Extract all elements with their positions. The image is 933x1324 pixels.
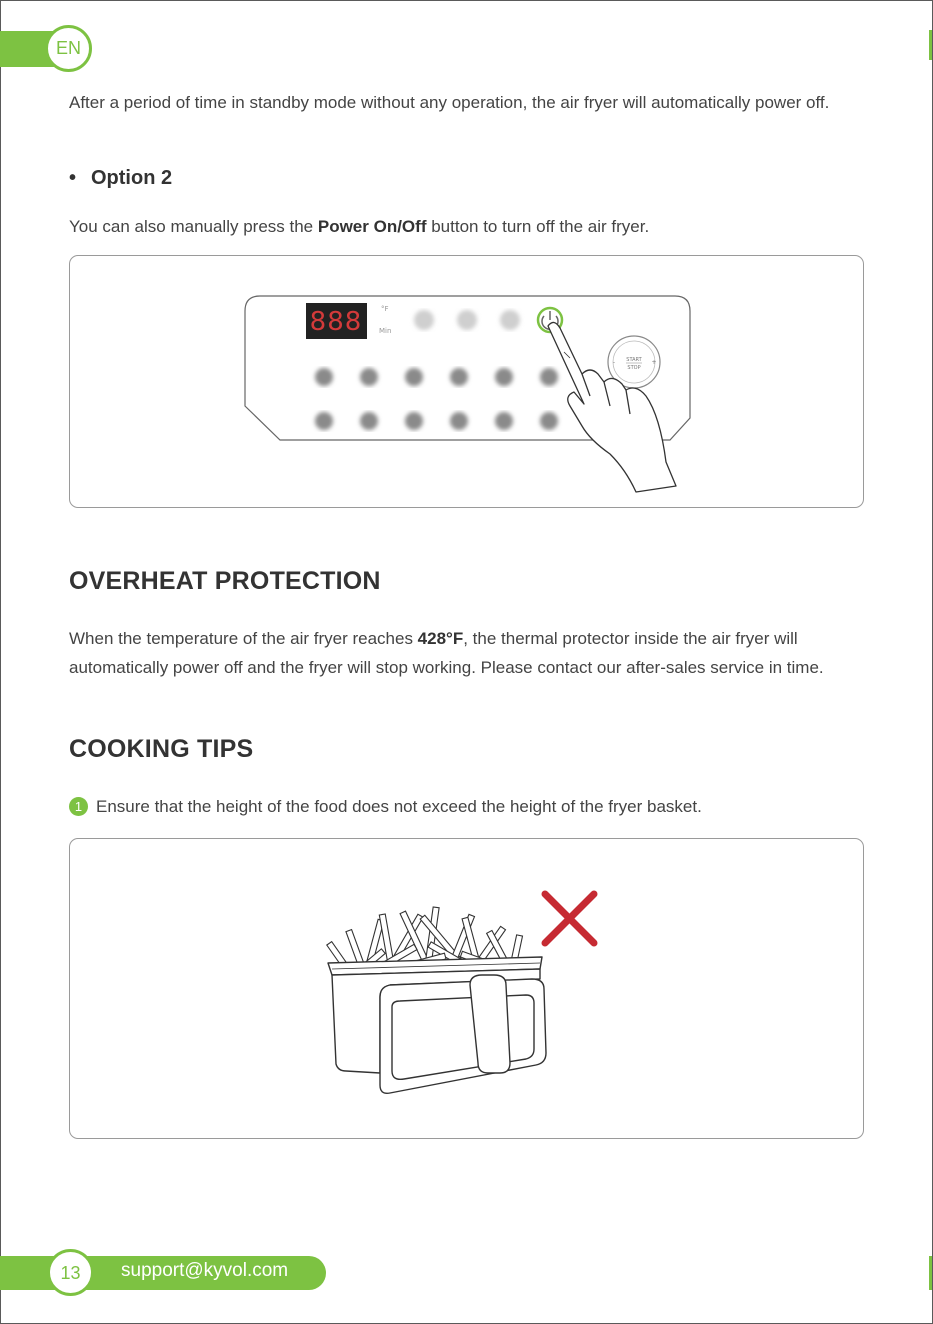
option-2-paragraph: You can also manually press the Power On/Off button to turn off the air fryer. — [69, 217, 650, 236]
power-button-term: Power On/Off — [317, 217, 427, 236]
svg-text:START: START — [626, 357, 642, 363]
overheat-paragraph: When the temperature of the air fryer reaches 428°F, the thermal protector inside the air fryer will automatically power off and the fryer will stop working. Please contact our after-sales service in time. — [69, 629, 824, 677]
edge-mark-bottom — [929, 1256, 932, 1290]
edge-mark-top — [929, 30, 932, 60]
overfilled-basket-illustration — [70, 839, 863, 1138]
temperature-value: 428°F — [417, 629, 464, 648]
page-number: 13 — [47, 1249, 94, 1296]
standby-paragraph: After a period of time in standby mode without any operation, the air fryer will automatically power off. — [69, 93, 830, 112]
not-allowed-cross-icon — [545, 894, 594, 943]
svg-text:+: + — [651, 359, 657, 366]
display-digits: 888 — [309, 307, 363, 337]
control-panel-illustration — [70, 256, 863, 507]
language-badge: EN — [45, 25, 92, 72]
option-2-title: Option 2 — [91, 167, 173, 189]
tip-number-badge: 1 — [69, 797, 88, 816]
fryer-basket-icon — [328, 957, 546, 1093]
svg-text:-: - — [612, 359, 616, 366]
option-2-heading — [69, 167, 172, 190]
tip-text: Ensure that the height of the food does not exceed the height of the fryer basket. — [96, 797, 702, 816]
support-email-link[interactable]: support@kyvol.com — [121, 1260, 289, 1281]
svg-text:STOP: STOP — [627, 365, 641, 371]
fahrenheit-label: °F — [381, 305, 389, 313]
tip-item — [69, 797, 702, 817]
bullet-icon: • — [69, 167, 77, 189]
overheat-protection-heading: OVERHEAT PROTECTION — [69, 567, 381, 595]
basket-figure — [69, 838, 864, 1139]
cooking-tips-heading: COOKING TIPS — [69, 735, 254, 763]
minute-label: Min — [379, 327, 392, 335]
control-panel-figure — [69, 255, 864, 508]
